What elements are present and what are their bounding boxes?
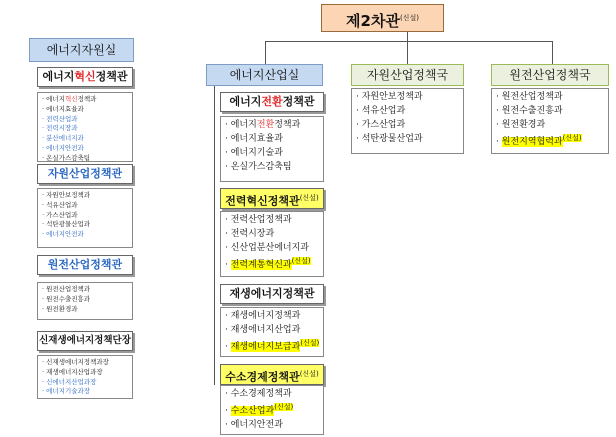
list-item: · 원전수출진흥과 <box>42 294 91 303</box>
list-item: · 가스산업과 <box>42 210 78 219</box>
left-group-2-list <box>37 188 133 248</box>
resource-bureau-list <box>351 88 464 154</box>
list-item: · 재생에너지산업과장 <box>42 367 103 376</box>
list-item: · 가스산업과 <box>356 119 406 130</box>
list-item: · 전력계통혁신과$^{(신설)}$ <box>225 256 311 270</box>
list-item: · 분산에너지과 <box>42 134 84 142</box>
nuclear-bureau-header: 원전산업정책국 <box>491 64 609 86</box>
list-item: · 석유산업과 <box>42 200 78 209</box>
list-item: · 에너지안전과 <box>42 230 84 238</box>
list-item: · 전력시장과 <box>42 124 78 133</box>
middle-group-4-list <box>220 385 324 435</box>
list-item: · 신에너지산업과장 <box>42 377 97 386</box>
list-item: · 에너지안전과 <box>225 419 283 430</box>
list-item: · 에너지효율과 <box>225 133 283 144</box>
middle-office-title: 에너지산업실 <box>229 68 300 82</box>
list-item: · 에너지효율과 <box>42 104 84 113</box>
left-office-header <box>29 38 134 62</box>
middle-group-4-header: 수소경제정책관$^{(신설)}$ <box>220 364 324 385</box>
middle-group-2-header: 전력혁신정책관$^{(신설)}$ <box>220 188 324 209</box>
nuclear-bureau-list <box>491 88 609 154</box>
left-group-3-header: 원전산업정책관 <box>37 255 133 275</box>
left-group-4-header: 신재생에너지정책단장 <box>37 331 133 351</box>
left-group-2-header: 자원산업정책관 <box>37 164 133 184</box>
vice-minister-note: (신설) <box>399 14 419 22</box>
middle-office-header <box>206 64 323 86</box>
list-item: · 석탄광물산업과 <box>42 220 91 229</box>
list-item: · 석유산업과 <box>356 105 406 116</box>
left-office-title: 에너지자원실 <box>46 43 117 57</box>
middle-group-3-header: 재생에너지정책관 <box>220 284 324 304</box>
list-item: · 전력산업정책과 <box>225 215 292 225</box>
list-item: · 온실가스감축팀 <box>225 161 292 172</box>
list-item: · 재생에너지산업과 <box>225 324 301 335</box>
middle-group-1-list <box>220 116 324 182</box>
list-item: · 전력시장과 <box>225 228 275 239</box>
list-item: · 수소산업과$^{(신설)}$ <box>225 402 294 416</box>
left-group-1-header: 에너지혁신정책관 <box>37 67 133 87</box>
left-group-4-list <box>37 355 133 399</box>
middle-group-3-list <box>220 307 324 357</box>
vice-minister-box <box>321 4 444 32</box>
list-item: · 재생에너지정책과 <box>225 311 301 321</box>
list-item: · 신재생에너지정책과장 <box>42 358 109 366</box>
list-item: · 원전산업정책과 <box>496 92 563 102</box>
list-item: · 원전환경과 <box>42 304 78 313</box>
list-item: · 원전환경과 <box>496 119 546 130</box>
list-item: · 온실가스감축팀 <box>42 153 91 162</box>
list-item: · 에너지혁신정책과 <box>42 95 97 103</box>
list-item: · 에너지전환정책과 <box>225 120 301 130</box>
list-item: · 원전수출진흥과 <box>496 105 563 116</box>
list-item: · 원전지역협력과$^{(신설)}$ <box>496 133 582 147</box>
resource-bureau-header: 자원산업정책국 <box>351 64 464 86</box>
list-item: · 에너지기술과장 <box>42 387 91 396</box>
list-item: · 수소경제정책과 <box>225 389 292 399</box>
list-item: · 재생에너지보급과$^{(신설)}$ <box>225 338 320 352</box>
list-item: · 신산업분산에너지과 <box>225 242 309 253</box>
list-item: · 전력산업과 <box>42 114 78 123</box>
left-group-1-list <box>37 92 133 162</box>
list-item: · 원전산업정책과 <box>42 285 91 293</box>
list-item: · 에너지안전과 <box>42 143 84 152</box>
left-group-3-list <box>37 282 133 320</box>
list-item: · 자원안보정책과 <box>42 191 91 199</box>
middle-group-2-list <box>220 211 324 277</box>
list-item: · 에너지기술과 <box>225 147 283 158</box>
vice-minister-title: 제2차관 <box>346 12 400 30</box>
middle-group-1-header: 에너지전환정책관 <box>220 92 324 112</box>
list-item: · 석탄광물산업과 <box>356 133 423 144</box>
list-item: · 자원안보정책과 <box>356 92 423 102</box>
